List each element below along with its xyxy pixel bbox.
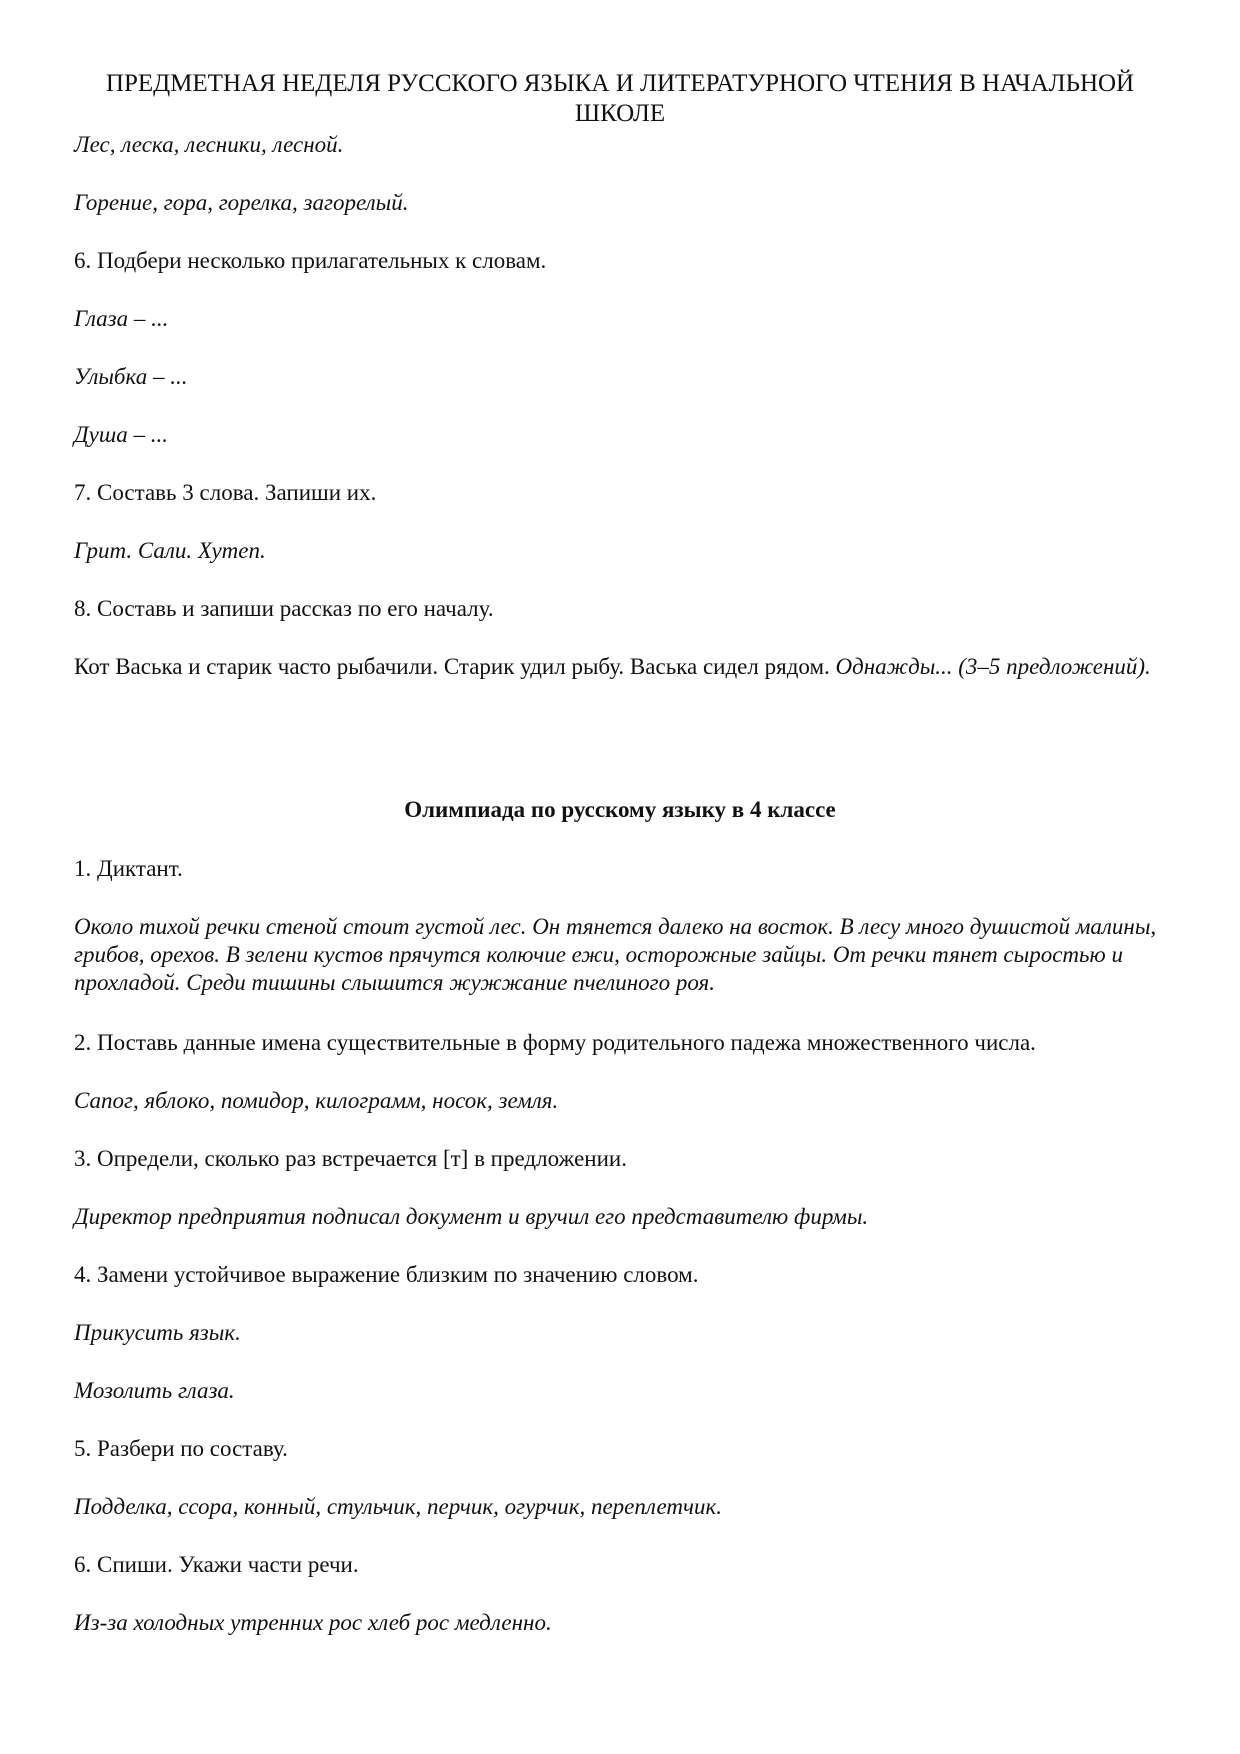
- word-dusha: Душа – ...: [74, 422, 168, 447]
- dictation-text: Около тихой речки стеной стоит густой лес. Он тянется далеко на восток. В лесу много душистой малины, грибов, орехов. В зелени кустов прячутся колючие ежи, осторожные зайцы. От речки тянет сыростью и прохладой. Среди тишины слышится жужжание пчелиного роя.: [74, 914, 1157, 995]
- word-ulybka: Улыбка – ...: [74, 364, 188, 389]
- olympiad-task-4-expression-b: Мозолить глаза.: [74, 1378, 235, 1403]
- olympiad-task-4-expression-a: Прикусить язык.: [74, 1320, 241, 1345]
- olympiad-task-2-words: Сапог, яблоко, помидор, килограмм, носок, земля.: [74, 1088, 559, 1113]
- olympiad-task-5: 5. Разбери по составу.: [74, 1436, 288, 1461]
- document-title: ПРЕДМЕТНАЯ НЕДЕЛЯ РУССКОГО ЯЗЫКА И ЛИТЕРАТУРНОГО ЧТЕНИЯ В НАЧАЛЬНОЙ ШКОЛЕ: [105, 70, 1135, 127]
- olympiad-task-1: 1. Диктант.: [74, 856, 183, 881]
- olympiad-task-3-sentence: Директор предприятия подписал документ и вручил его представителю фирмы.: [74, 1204, 869, 1229]
- story-start: Кот Васька и старик часто рыбачили. Старик удил рыбу. Васька сидел рядом.: [74, 654, 836, 679]
- task-8-story: [74, 653, 1166, 681]
- task-7-words: Грит. Сали. Хутеп.: [74, 538, 266, 563]
- word-group-gor: Горение, гора, горелка, загорелый.: [74, 190, 409, 215]
- task-8-heading: 8. Составь и запиши рассказ по его началу.: [74, 596, 494, 621]
- olympiad-title: Олимпиада по русскому языку в 4 классе: [404, 797, 836, 822]
- olympiad-task-5-words: Подделка, ссора, конный, стульчик, перчик, огурчик, переплетчик.: [74, 1494, 722, 1519]
- olympiad-task-2: 2. Поставь данные имена существительные в форму родительного падежа множественного числа.: [74, 1030, 1036, 1055]
- olympiad-task-4: 4. Замени устойчивое выражение близким по значению словом.: [74, 1262, 699, 1287]
- olympiad-task-6: 6. Спиши. Укажи части речи.: [74, 1552, 359, 1577]
- story-continuation: Однажды... (3–5 предложений).: [835, 654, 1151, 679]
- task-6-heading: 6. Подбери несколько прилагательных к словам.: [74, 248, 547, 273]
- word-glaza: Глаза – ...: [74, 306, 169, 331]
- task-7-heading: 7. Составь 3 слова. Запиши их.: [74, 480, 377, 505]
- word-group-les: Лес, леска, лесники, лесной.: [74, 132, 344, 157]
- olympiad-task-6-sentence: Из-за холодных утренних рос хлеб рос медленно.: [74, 1610, 552, 1635]
- olympiad-task-3: 3. Определи, сколько раз встречается [т] в предложении.: [74, 1146, 627, 1171]
